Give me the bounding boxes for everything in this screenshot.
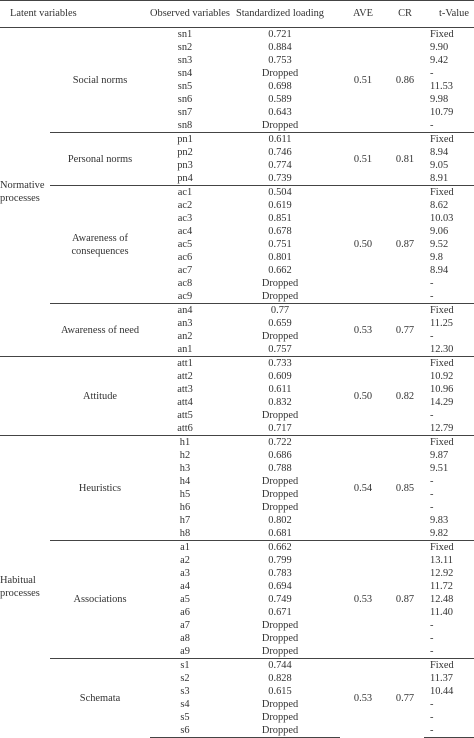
t-value-cell: 9.05: [430, 160, 449, 171]
t-value-cell: 12.92: [430, 568, 454, 579]
loading-cell: Dropped: [261, 620, 299, 631]
observed-variable-cell: a2: [180, 555, 190, 566]
header-t-value: t-Value: [424, 1, 474, 28]
loading-cell: Dropped: [261, 633, 299, 644]
ave-cell: 0.53: [340, 659, 386, 738]
t-value-cell: -: [430, 699, 434, 710]
loading-cell: 0.717: [268, 423, 292, 434]
observed-variable-cell: sn7: [177, 107, 193, 118]
observed-variable-cell: ac9: [177, 291, 193, 302]
header-row: [0, 1, 474, 28]
observed-variable-cell: s2: [180, 673, 190, 684]
process-label: [0, 357, 50, 436]
observed-variable-cell: s4: [180, 699, 190, 710]
observed-variable-cell: ac2: [177, 200, 193, 211]
loading-cell: 0.733: [220, 357, 340, 371]
cr-cell: 0.87: [386, 541, 424, 659]
observed-variable-cell: sn4: [177, 68, 193, 79]
observed-variable-cell: an4: [150, 304, 220, 318]
observed-variable-cell: att5: [177, 410, 193, 421]
loading-cell: 0.611: [220, 133, 340, 147]
observed-variable-cell: an3: [177, 318, 193, 329]
loading-cell: Dropped: [261, 699, 299, 710]
observed-variable-cell: pn4: [177, 173, 193, 184]
observed-variable-cell: a6: [180, 607, 190, 618]
observed-variable-cell: ac5: [177, 239, 193, 250]
t-value-cell: -: [430, 489, 434, 500]
observed-variable-cell: h4: [179, 476, 191, 487]
table-row: [0, 304, 474, 318]
observed-variable-cell: an2: [177, 331, 193, 342]
observed-variable-cell: a9: [180, 646, 190, 657]
observed-variable-cell: ac4: [177, 226, 193, 237]
observed-variable-cell: ac3: [177, 213, 193, 224]
observed-variable-cell: sn6: [177, 94, 193, 105]
cr-cell: 0.85: [386, 436, 424, 541]
t-value-cell: -: [430, 712, 434, 723]
observed-variable-cell: h2: [179, 450, 191, 461]
t-value-cell: Fixed: [424, 357, 474, 371]
loading-cell: 0.753: [268, 55, 292, 66]
loading-cell: Dropped: [261, 68, 299, 79]
observed-variable-cell: ac6: [177, 252, 193, 263]
t-value-cell: 8.94: [430, 265, 449, 276]
latent-variable-label: Awareness of consequences: [50, 186, 150, 304]
loading-cell: 0.611: [268, 384, 292, 395]
loading-cell: 0.698: [268, 81, 292, 92]
t-value-cell: 10.44: [430, 686, 454, 697]
observed-variable-cell: a1: [150, 541, 220, 555]
t-value-cell: 12.79: [430, 423, 454, 434]
loading-cell: 0.643: [268, 107, 292, 118]
t-value-cell: 10.92: [430, 371, 454, 382]
loading-cell: 0.659: [268, 318, 292, 329]
observed-variable-cell: att3: [177, 384, 193, 395]
t-value-cell: 8.91: [430, 173, 449, 184]
t-value-cell: Fixed: [424, 659, 474, 673]
cr-cell: 0.82: [386, 357, 424, 436]
header-observed-variables: Observed variables: [150, 1, 220, 28]
t-value-cell: 9.51: [430, 463, 449, 474]
table-row: [0, 659, 474, 673]
observed-variable-cell: s3: [180, 686, 190, 697]
observed-variable-cell: att1: [150, 357, 220, 371]
t-value-cell: 9.42: [430, 55, 449, 66]
observed-variable-cell: att6: [177, 423, 193, 434]
loading-cell: 0.739: [268, 173, 292, 184]
loading-cell: 0.851: [268, 213, 292, 224]
loading-cell: 0.662: [268, 265, 292, 276]
observed-variable-cell: s5: [180, 712, 190, 723]
ave-cell: 0.53: [340, 541, 386, 659]
loading-cell: Dropped: [261, 476, 299, 487]
loading-cell: 0.757: [268, 344, 292, 355]
table-row: [0, 186, 474, 200]
observed-variable-cell: s6: [150, 724, 220, 738]
process-label: Normative processes: [0, 180, 45, 204]
loading-cell: 0.722: [220, 436, 340, 450]
latent-variable-label: Awareness of need: [50, 304, 150, 357]
t-value-cell: 8.62: [430, 200, 449, 211]
loading-cell: 0.671: [268, 607, 292, 618]
latent-variable-label: Attitude: [50, 357, 150, 436]
loading-cell: 0.678: [268, 226, 292, 237]
t-value-cell: 11.72: [430, 581, 453, 592]
loading-cell: Dropped: [261, 331, 299, 342]
t-value-cell: 12.30: [430, 344, 454, 355]
loading-cell: 0.751: [268, 239, 292, 250]
loading-cell: Dropped: [261, 712, 299, 723]
t-value-cell: Fixed: [430, 29, 454, 40]
observed-variable-cell: s1: [150, 659, 220, 673]
loading-cell: 0.884: [268, 42, 292, 53]
loading-cell: 0.802: [268, 515, 292, 526]
observed-variable-cell: sn5: [177, 81, 193, 92]
t-value-cell: 9.82: [430, 528, 449, 539]
observed-variable-cell: ac7: [177, 265, 193, 276]
loading-cell: 0.662: [220, 541, 340, 555]
observed-variable-cell: h1: [150, 436, 220, 450]
latent-variable-label: Schemata: [50, 659, 150, 738]
t-value-cell: 11.25: [430, 318, 453, 329]
latent-variable-label: Heuristics: [50, 436, 150, 541]
ave-cell: 0.50: [340, 357, 386, 436]
t-value-cell: 9.90: [430, 42, 449, 53]
t-value-cell: 9.8: [430, 252, 443, 263]
t-value-cell: -: [430, 633, 434, 644]
observed-variable-cell: sn3: [177, 55, 193, 66]
loading-cell: 0.744: [220, 659, 340, 673]
observed-variable-cell: a7: [180, 620, 190, 631]
loading-cell: 0.828: [268, 673, 292, 684]
observed-variable-cell: pn1: [150, 133, 220, 147]
loading-cell: 0.721: [268, 29, 292, 40]
observed-variable-cell: a3: [180, 568, 190, 579]
observed-variable-cell: sn1: [177, 29, 193, 40]
loading-cell: 0.801: [268, 252, 292, 263]
loading-cell: Dropped: [261, 410, 299, 421]
table-row: [0, 357, 474, 371]
cr-cell: 0.77: [386, 659, 424, 738]
t-value-cell: -: [430, 291, 434, 302]
t-value-cell: -: [430, 331, 434, 342]
ave-cell: 0.51: [353, 74, 373, 86]
observed-variable-cell: a5: [180, 594, 190, 605]
loading-cell: 0.832: [268, 397, 292, 408]
cr-cell: 0.86: [395, 74, 415, 86]
table-row: [0, 541, 474, 555]
observed-variable-cell: sn8: [177, 120, 193, 131]
t-value-cell: 11.37: [430, 673, 453, 684]
header-ave: AVE: [340, 1, 386, 28]
t-value-cell: -: [424, 724, 474, 738]
observed-variable-cell: pn3: [177, 160, 193, 171]
t-value-cell: -: [430, 502, 434, 513]
t-value-cell: 11.40: [430, 607, 453, 618]
observed-variable-cell: an1: [177, 344, 193, 355]
loading-cell: 0.694: [268, 581, 292, 592]
table-row: [0, 133, 474, 147]
table-row: [0, 28, 474, 42]
t-value-cell: -: [430, 120, 434, 131]
t-value-cell: -: [430, 278, 434, 289]
loading-cell: 0.589: [268, 94, 292, 105]
t-value-cell: -: [430, 646, 434, 657]
t-value-cell: Fixed: [424, 133, 474, 147]
loading-cell: 0.619: [268, 200, 292, 211]
loading-cell: Dropped: [220, 724, 340, 738]
observed-variable-cell: h7: [179, 515, 191, 526]
loading-cell: Dropped: [261, 489, 299, 500]
observed-variable-cell: ac1: [150, 186, 220, 200]
header-standardized-loading: Standardized loading: [220, 1, 340, 28]
t-value-cell: 9.98: [430, 94, 449, 105]
t-value-cell: -: [430, 476, 434, 487]
loading-cell: 0.774: [268, 160, 292, 171]
observed-variable-cell: ac8: [177, 278, 193, 289]
loading-cell: 0.609: [268, 371, 292, 382]
t-value-cell: 14.29: [430, 397, 454, 408]
loading-cell: 0.686: [268, 450, 292, 461]
observed-variable-cell: pn2: [177, 147, 193, 158]
t-value-cell: 13.11: [430, 555, 453, 566]
latent-variable-label: Associations: [50, 541, 150, 659]
loading-cell: 0.504: [220, 186, 340, 200]
ave-cell: 0.54: [340, 436, 386, 541]
observed-variable-cell: a4: [180, 581, 190, 592]
latent-variable-label: Social norms: [72, 74, 128, 86]
observed-variable-cell: sn2: [177, 42, 193, 53]
t-value-cell: Fixed: [424, 436, 474, 450]
cr-cell: 0.77: [386, 304, 424, 357]
loading-cell: 0.749: [268, 594, 292, 605]
loading-cell: 0.746: [268, 147, 292, 158]
observed-variable-cell: h6: [179, 502, 191, 513]
observed-variable-cell: h5: [179, 489, 191, 500]
t-value-cell: 10.96: [430, 384, 454, 395]
loading-cell: Dropped: [261, 291, 299, 302]
ave-cell: 0.50: [340, 186, 386, 304]
loading-cell: 0.615: [268, 686, 292, 697]
table-row: [0, 436, 474, 450]
t-value-cell: 11.53: [430, 81, 453, 92]
t-value-cell: Fixed: [424, 304, 474, 318]
loading-cell: Dropped: [261, 278, 299, 289]
loading-cell: 0.799: [268, 555, 292, 566]
observed-variable-cell: a8: [180, 633, 190, 644]
t-value-cell: -: [430, 410, 434, 421]
header-cr: CR: [386, 1, 424, 28]
observed-variable-cell: h3: [179, 463, 191, 474]
header-latent-variables: Latent variables: [0, 1, 150, 28]
table-body: [0, 28, 474, 738]
t-value-cell: -: [430, 68, 434, 79]
t-value-cell: 9.06: [430, 226, 449, 237]
t-value-cell: 12.48: [430, 594, 454, 605]
t-value-cell: Fixed: [424, 541, 474, 555]
loading-cell: 0.77: [220, 304, 340, 318]
t-value-cell: -: [430, 620, 434, 631]
loading-cell: 0.788: [268, 463, 292, 474]
ave-cell: 0.53: [340, 304, 386, 357]
loading-cell: Dropped: [261, 502, 299, 513]
t-value-cell: 10.03: [430, 213, 454, 224]
cr-cell: 0.81: [386, 133, 424, 186]
ave-cell: 0.51: [340, 133, 386, 186]
t-value-cell: 10.79: [430, 107, 454, 118]
cr-cell: 0.87: [386, 186, 424, 304]
observed-variable-cell: h8: [179, 528, 191, 539]
t-value-cell: 9.52: [430, 239, 449, 250]
t-value-cell: Fixed: [424, 186, 474, 200]
t-value-cell: 8.94: [430, 147, 449, 158]
loading-cell: 0.783: [268, 568, 292, 579]
loading-cell: Dropped: [261, 646, 299, 657]
t-value-cell: 9.87: [430, 450, 449, 461]
loading-cell: 0.681: [268, 528, 292, 539]
observed-variable-cell: att2: [177, 371, 193, 382]
observed-variable-cell: att4: [177, 397, 193, 408]
t-value-cell: 9.83: [430, 515, 449, 526]
loading-cell: Dropped: [261, 120, 299, 131]
process-label: Habitual processes: [0, 436, 50, 738]
latent-variable-label: Personal norms: [50, 133, 150, 186]
